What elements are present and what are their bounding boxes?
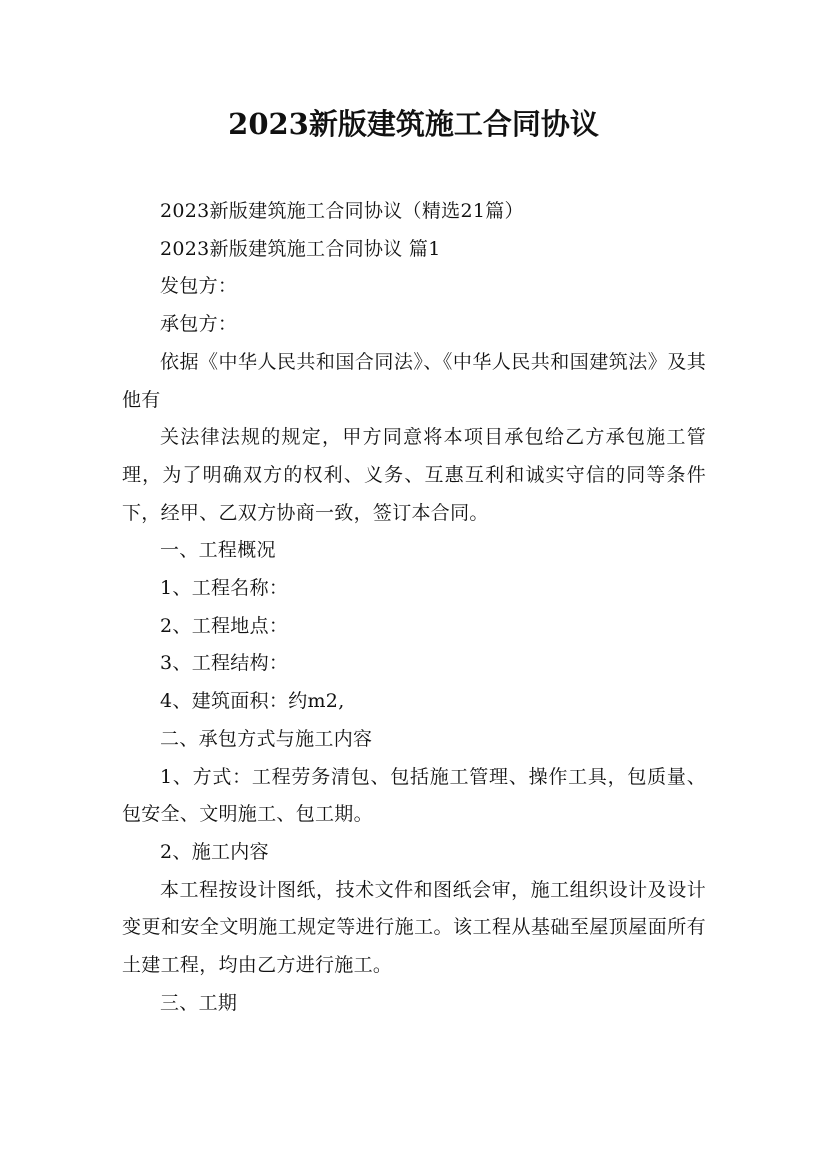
document-body: [122, 193, 706, 1022]
item-building-area: 4、建筑面积：约m2,: [160, 690, 345, 713]
item-construction-content: 2、施工内容: [160, 840, 269, 863]
paragraph-subtitle: 2023新版建筑施工合同协议（精选21篇）: [160, 200, 524, 222]
paragraph-section-heading: 2023新版建筑施工合同协议 篇1: [160, 237, 441, 260]
paragraph-employer: 发包方：: [160, 275, 238, 298]
paragraph-contractor: 承包方：: [160, 313, 238, 336]
paragraph-legal-basis: 依据《中华人民共和国合同法》、《中华人民共和国建筑法》及其他有: [122, 350, 706, 411]
heading-project-overview: 一、工程概况: [160, 539, 276, 562]
paragraph-construction-details: 本工程按设计图纸，技术文件和图纸会审，施工组织设计及设计变更和安全文明施工规定等进行施工。该工程从基础至屋顶屋面所有土建工程，均由乙方进行施工。: [122, 878, 706, 977]
item-method: 1、方式：工程劳务清包、包括施工管理、操作工具，包质量、包安全、文明施工、包工期。: [122, 765, 706, 826]
item-project-name: 1、工程名称：: [160, 577, 289, 600]
item-project-location: 2、工程地点：: [160, 614, 289, 637]
item-project-structure: 3、工程结构：: [160, 652, 289, 675]
paragraph-agreement-terms: 关法律法规的规定，甲方同意将本项目承包给乙方承包施工管理，为了明确双方的权利、义务、互惠互利和诚实守信的同等条件下，经甲、乙双方协商一致，签订本合同。: [122, 426, 706, 524]
document-title: 2023新版建筑施工合同协议: [228, 107, 599, 141]
heading-schedule: 三、工期: [160, 991, 238, 1014]
heading-contract-method: 二、承包方式与施工内容: [160, 727, 373, 750]
